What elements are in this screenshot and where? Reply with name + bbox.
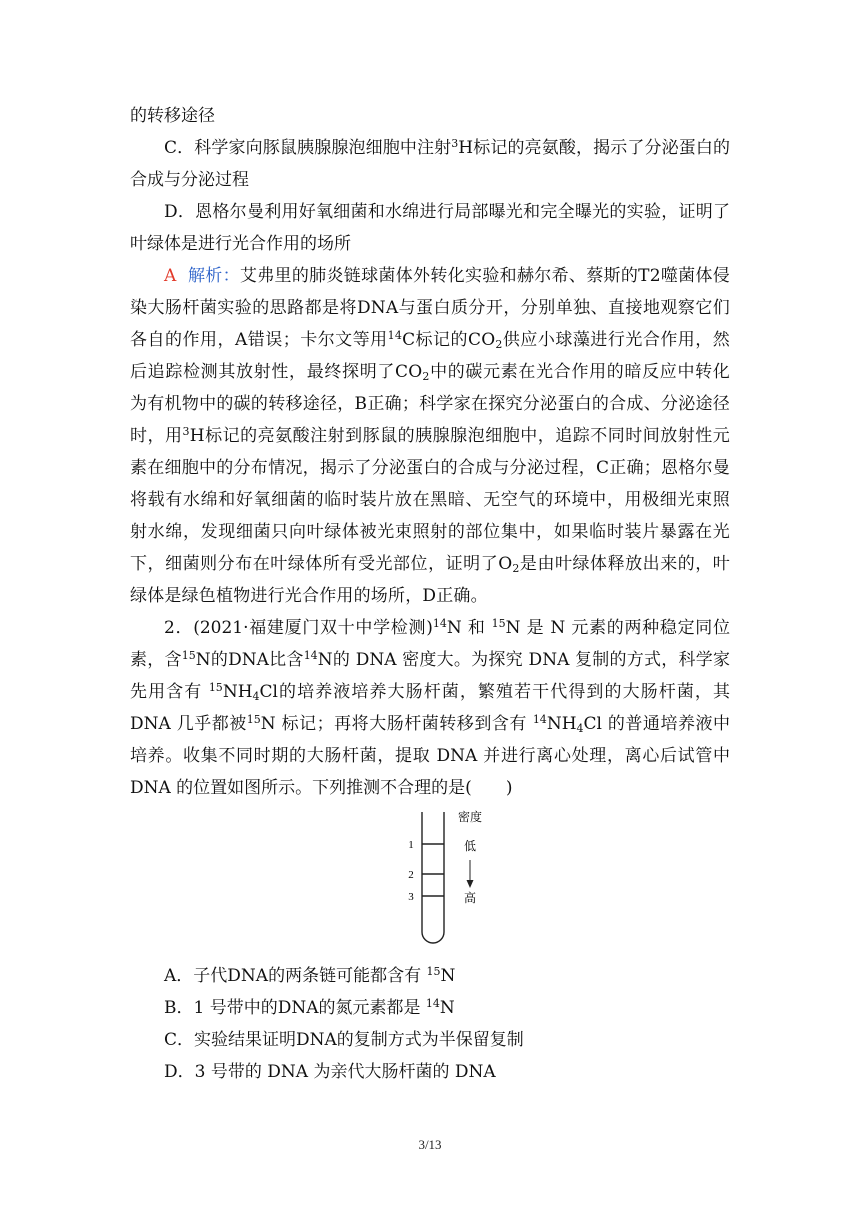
- answer-letter: A: [164, 266, 177, 286]
- centrifuge-tube-diagram: [130, 808, 730, 958]
- analysis-paragraph: A 解析：艾弗里的肺炎链球菌体外转化实验和赫尔希、蔡斯的T2噬菌体侵染大肠杆菌实验的思路都是将DNA与蛋白质分开，分别单独、直接地观察它们各自的作用，A错误；卡尔文等用$^{14}$C标记的$CO_2$供应小球藻进行光合作用，然后追踪检测其放射性，最终探明了$CO_2$中的碳元素在光合作用的暗反应中转化为有机物中的碳的转移途径，B正确；科学家在探究分泌蛋白的合成、分泌途径时，用$^3$H标记的亮氨酸注射到豚鼠的胰腺腺泡细胞中，追踪不同时间放射性元素在细胞中的分布情况，揭示了分泌蛋白的合成与分泌过程，C正确；恩格尔曼将载有水绵和好氧细菌的临时装片放在黑暗、无空气的环境中，用极细光束照射水绵，发现细菌只向叶绿体被光束照射的部位集中，如果临时装片暴露在光下，细菌则分布在叶绿体所有受光部位，证明了$O_2$是由叶绿体释放出来的，叶绿体是绿色植物进行光合作用的场所，D正确。: [130, 266, 731, 606]
- option-c: C．科学家向豚鼠胰腺腺泡细胞中注射$^3$H标记的亮氨酸，揭示了分泌蛋白的合成与分泌过程: [130, 137, 731, 190]
- option-2d: D．3 号带的 DNA 为亲代大肠杆菌的 DNA: [164, 1062, 496, 1082]
- test-tube: [422, 812, 444, 943]
- page-number: 3/13: [418, 1137, 442, 1152]
- centrifuge-tube-figure: [130, 808, 730, 958]
- question-2: 2．(2021·福建厦门双十中学检测)$^{14}$N 和 $^{15}$N 是 N 元素的两种稳定同位素，含$^{15}$N的DNA比含$^{14}$N的 DNA 密度大。为探究 DNA 复制的方式，科学家先用含有 $^{15}NH_4Cl$的培养液培养大肠杆菌，繁殖若干代得到的大肠杆菌，其DNA 几乎都被$^{15}$N 标记；再将大肠杆菌转移到含有 $^{14}NH_4Cl$ 的普通培养液中培养。收集不同时期的大肠杆菌，提取 DNA 并进行离心处理，离心后试管中DNA 的位置如图所示。下列推测不合理的是( ): [130, 617, 731, 798]
- option-2c: C．实验结果证明DNA的复制方式为半保留复制: [164, 1030, 524, 1050]
- page-content: [130, 100, 730, 1088]
- band-3-label: 3: [408, 891, 414, 903]
- option-d: D．恩格尔曼利用好氧细菌和水绵进行局部曝光和完全曝光的实验，证明了叶绿体是进行光合作用的场所: [130, 202, 730, 254]
- option-2a: A．子代DNA的两条链可能都含有 $^{15}$N: [164, 965, 456, 986]
- density-label: 密度: [457, 810, 483, 824]
- high-density-label: 高: [463, 891, 477, 905]
- analysis-label: 解析：: [187, 266, 240, 286]
- density-arrow-head: [467, 880, 474, 888]
- band-2-label: 2: [408, 869, 414, 881]
- band-1-label: 1: [408, 839, 414, 851]
- option-b-continuation: 的转移途径: [130, 106, 215, 126]
- question-source: (2021·福建厦门双十中学检测): [193, 618, 433, 638]
- low-density-label: 低: [463, 839, 477, 853]
- option-2b: B．1 号带中的DNA的氮元素都是 $^{14}$N: [164, 997, 455, 1018]
